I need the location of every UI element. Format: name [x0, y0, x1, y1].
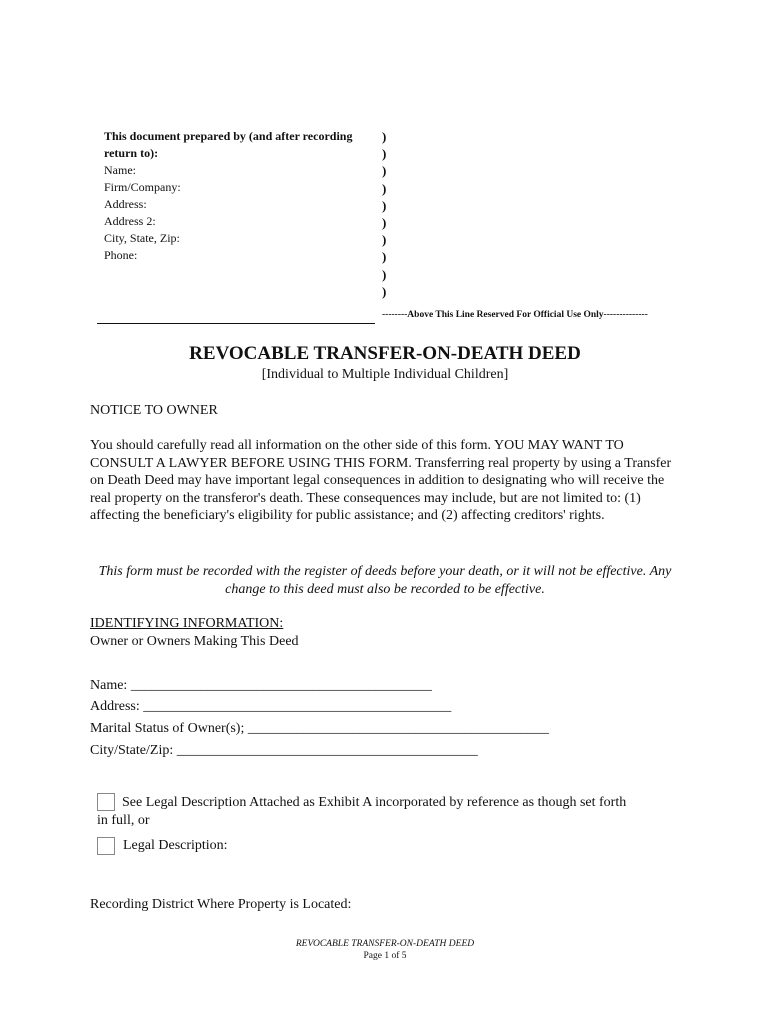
recording-district-label: Recording District Where Property is Located: — [90, 897, 352, 912]
legal-description-checkbox[interactable] — [97, 837, 115, 855]
identifying-heading: IDENTIFYING INFORMATION: — [90, 616, 284, 631]
owner-name-field[interactable]: Name: ___________________________________________ — [90, 678, 432, 693]
owner-address-field[interactable]: Address: ____________________________________________ — [90, 699, 452, 714]
paren: ) — [382, 146, 387, 162]
preparer-block — [104, 128, 374, 264]
preparer-heading-line2: return to): — [104, 146, 159, 160]
document-title: REVOCABLE TRANSFER-ON-DEATH DEED — [189, 343, 581, 364]
preparer-address-label: Address: — [104, 197, 147, 211]
paren-column — [382, 128, 386, 300]
paren: ) — [382, 283, 387, 299]
paren: ) — [382, 215, 387, 231]
official-use-notice: --------Above This Line Reserved For Official Use Only-------------- — [382, 310, 648, 320]
paren: ) — [382, 163, 387, 179]
paren: ) — [382, 129, 387, 144]
exhibit-a-checkbox[interactable] — [97, 793, 115, 811]
owner-marital-status-field[interactable]: Marital Status of Owner(s); ___________________________________________ — [90, 721, 549, 736]
document-subtitle: [Individual to Multiple Individual Children] — [261, 367, 509, 382]
preparer-city-label: City, State, Zip: — [104, 231, 180, 245]
paren: ) — [382, 249, 387, 265]
recording-notice: This form must be recorded with the register of deeds before your death, or it will not be effective. Any change to this deed must also be recorded to be effective. — [98, 564, 672, 597]
recording-divider — [97, 323, 375, 324]
paren: ) — [382, 197, 387, 213]
preparer-phone-label: Phone: — [104, 248, 138, 262]
exhibit-a-label: See Legal Description Attached as Exhibit A incorporated by reference as though set forth — [122, 795, 627, 810]
footer-page-number: Page 1 of 5 — [363, 951, 407, 961]
preparer-address2-label: Address 2: — [104, 214, 156, 228]
paren: ) — [382, 180, 387, 196]
exhibit-a-label-continued: in full, or — [97, 813, 150, 828]
paren: ) — [382, 232, 387, 248]
paren: ) — [382, 266, 387, 282]
owners-label: Owner or Owners Making This Deed — [90, 634, 299, 649]
notice-heading: NOTICE TO OWNER — [90, 403, 218, 418]
preparer-firm-label: Firm/Company: — [104, 180, 181, 194]
notice-paragraph: You should carefully read all information on the other side of this form. YOU MAY WANT TO CONSULT A LAWYER BEFORE USING THIS FORM. Transferring real property by using a Transfer on Death Deed may have important legal consequences in addition to designating who will receive the real property on the transferor's death. These consequences may include, but are not limited to: (1) affecting the beneficiary's eligibility for public assistance; and (2) affecting creditors' rights. — [90, 438, 672, 524]
owner-city-state-zip-field[interactable]: City/State/Zip: ___________________________________________ — [90, 743, 478, 758]
footer-doc-title: REVOCABLE TRANSFER-ON-DEATH DEED — [295, 939, 475, 949]
preparer-name-label: Name: — [104, 163, 136, 177]
legal-description-label: Legal Description: — [123, 838, 228, 853]
preparer-heading-line1: This document prepared by (and after recording — [104, 129, 353, 143]
